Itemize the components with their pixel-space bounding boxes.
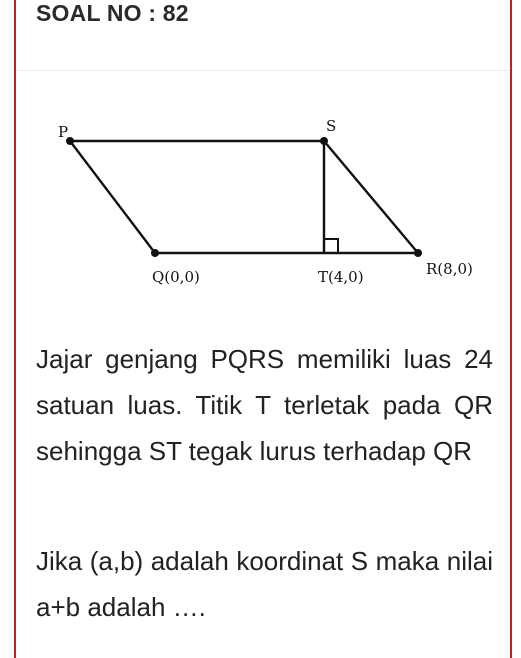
edge-pq <box>70 141 155 253</box>
parallelogram-diagram <box>40 105 500 305</box>
label-p: P <box>58 123 69 141</box>
parallelogram-figure <box>40 105 500 305</box>
label-q: Q(0,0) <box>152 268 200 286</box>
vertex-q <box>151 249 159 257</box>
vertex-r <box>414 249 422 257</box>
question-number-title: SOAL NO : 82 <box>36 0 189 26</box>
question-paragraph-1: Jajar genjang PQRS memiliki luas 24 satuan luas. Titik T terletak pada QR sehingga ST tegak lurus terhadap QR <box>36 344 493 466</box>
vertex-s <box>320 137 328 145</box>
label-t: T(4,0) <box>318 268 364 286</box>
label-s: S <box>326 117 337 135</box>
label-r: R(8,0) <box>426 260 473 278</box>
right-angle-marker <box>324 239 338 253</box>
header-divider <box>16 70 510 71</box>
question-paragraph-2: Jika (a,b) adalah koordinat S maka nilai a+b adalah …. <box>36 546 493 622</box>
edge-sr <box>324 141 418 253</box>
